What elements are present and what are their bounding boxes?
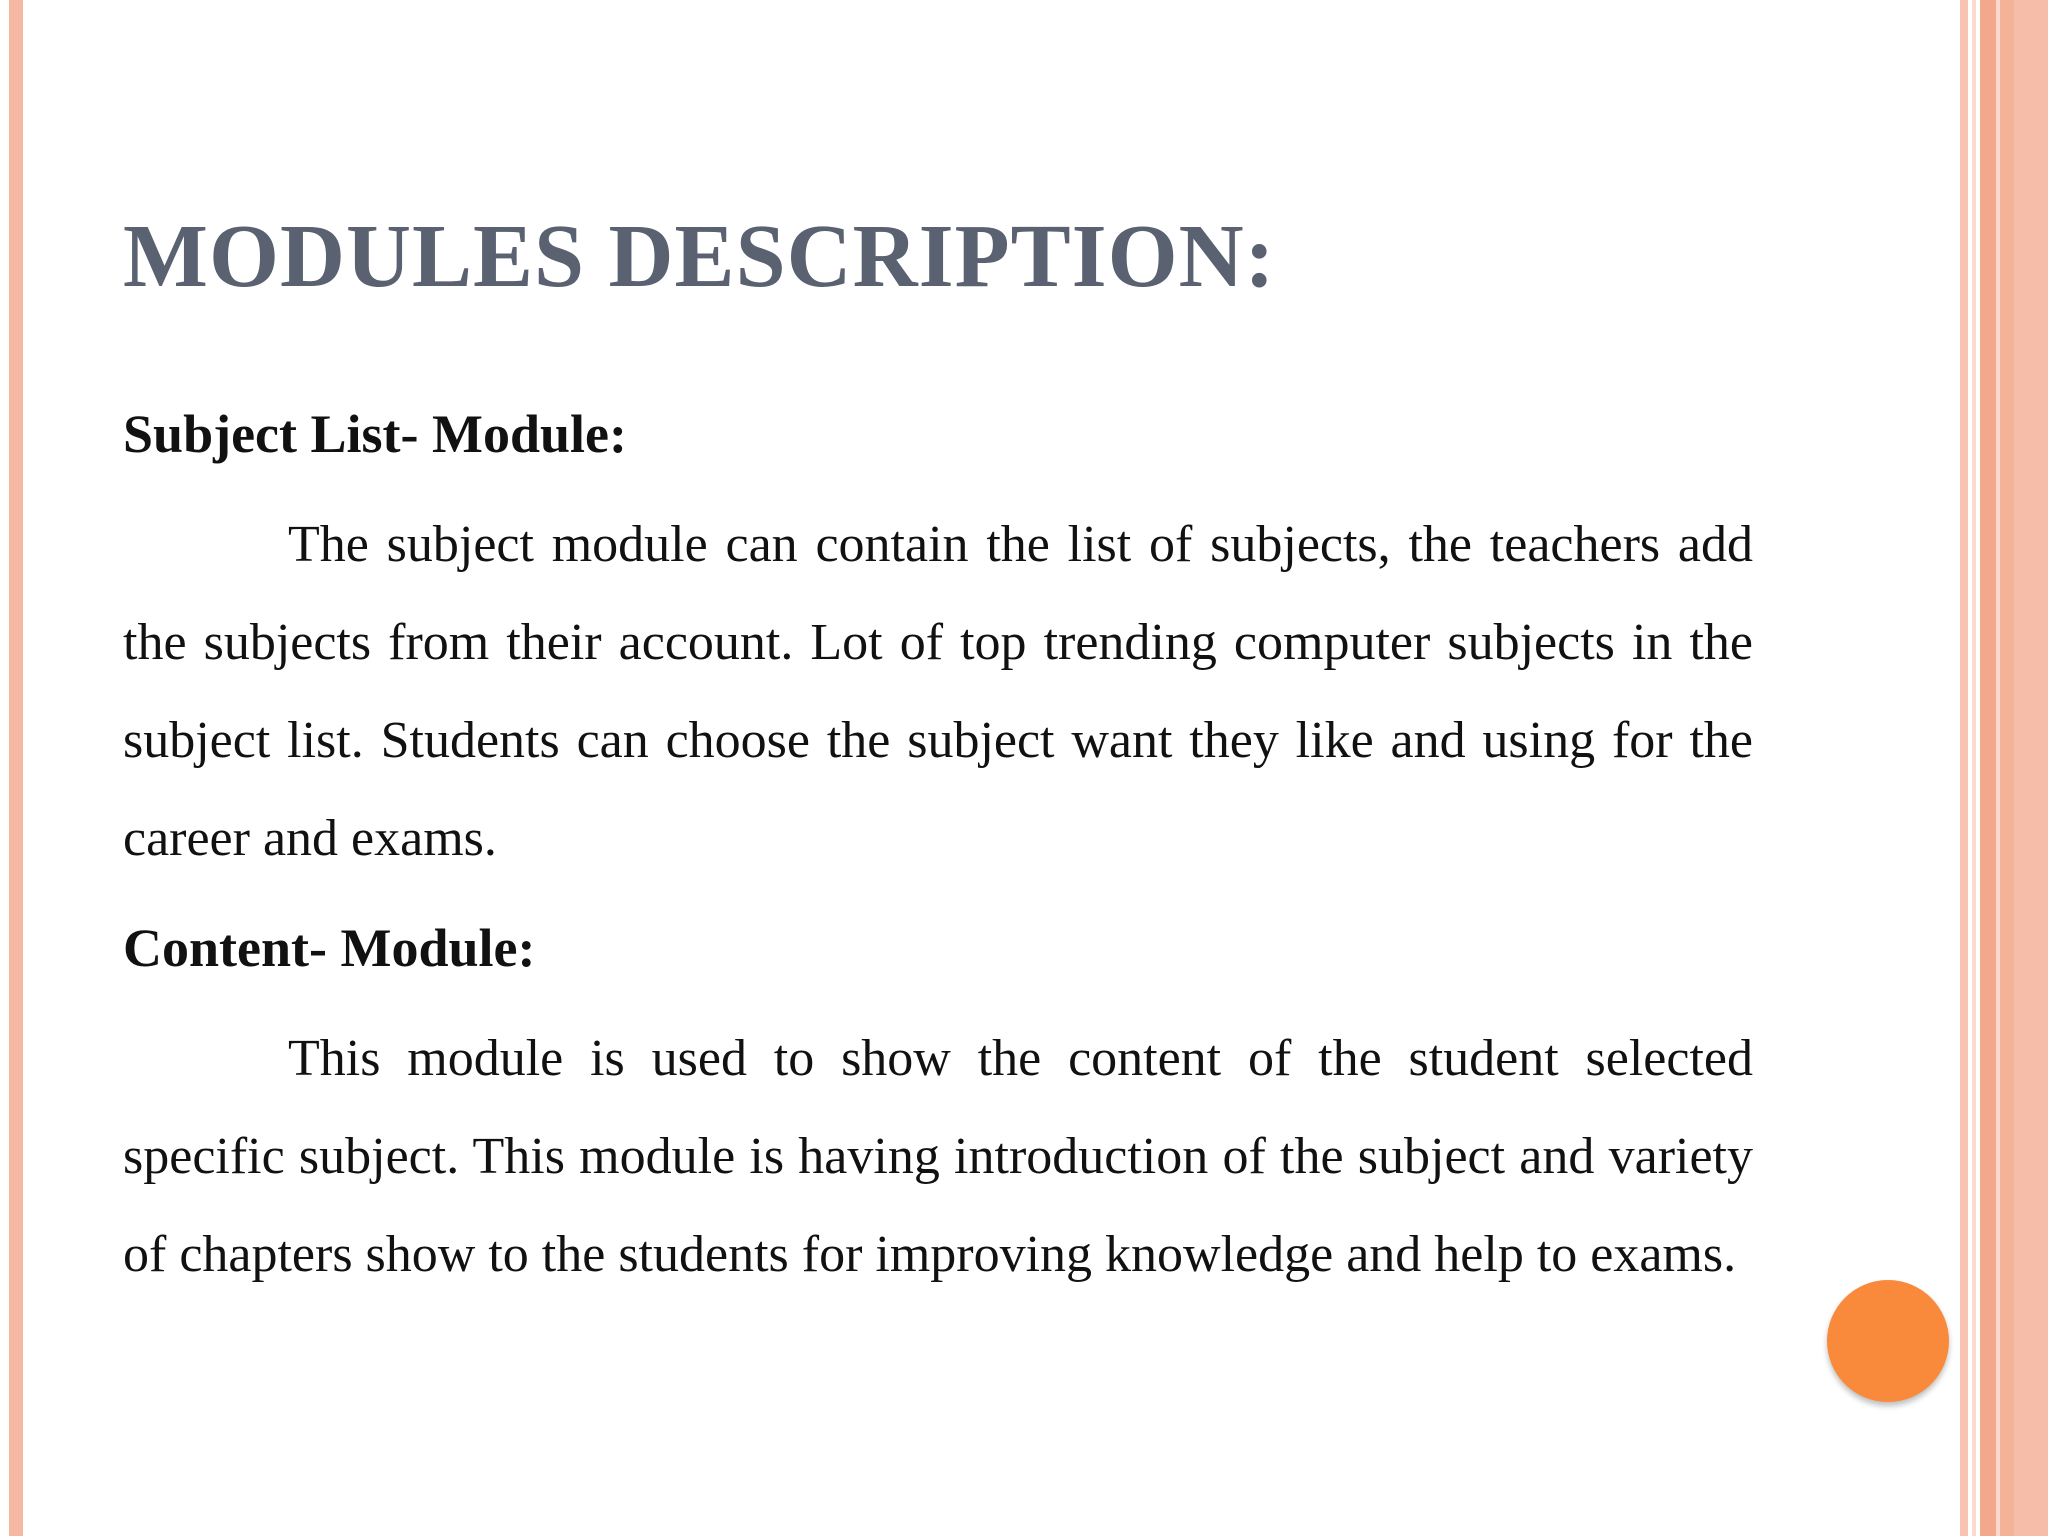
right-stripe-decoration [2000,0,2014,1536]
section-heading-subject-list: Subject List- Module: [123,404,627,464]
section-body-content: This module is used to show the content of the student selected specific subject. This module is having introduction of the subject and variety of chapters show to the students for improving knowledge and help to exams. [123,1030,1753,1283]
slide-title: MODULES DESCRIPTION: [123,207,1276,306]
left-border-decoration [9,0,23,1536]
section-heading-content: Content- Module: [123,918,536,978]
section-body-subject-list: The subject module can contain the list of subjects, the teachers add the subjects from their account. Lot of top trending computer subjects in the subject list. Students can choose the subject want they like and using for the career and exams. [123,516,1753,867]
orange-circle-decoration [1827,1280,1949,1402]
slide-content [123,400,1753,1330]
right-stripe-decoration [1960,0,1968,1536]
right-stripe-decoration [1980,0,1996,1536]
right-stripe-decoration [1972,0,1976,1536]
right-stripe-decoration [2014,0,2048,1536]
